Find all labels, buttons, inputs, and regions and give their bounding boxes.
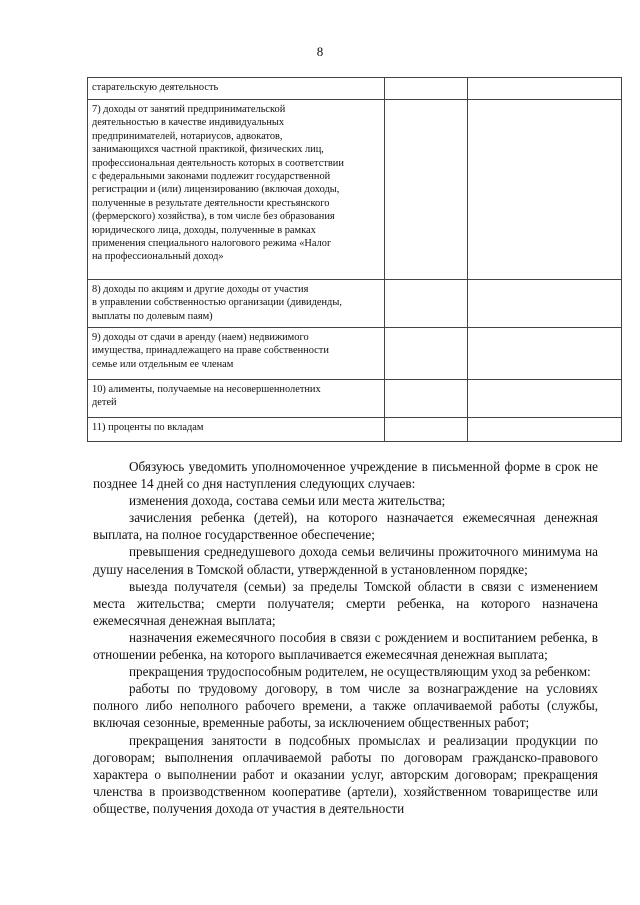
- income-type-cell: [88, 328, 385, 380]
- notes-cell[interactable]: [468, 380, 622, 418]
- table-row: [88, 78, 622, 100]
- amount-cell[interactable]: [385, 418, 468, 442]
- paragraph-item: прекращения трудоспособным родителем, не осуществляющим уход за ребенком:: [129, 664, 591, 680]
- notes-cell[interactable]: [468, 100, 622, 280]
- table-row: [88, 100, 622, 280]
- income-type-label: 7) доходы от занятий предпринимательской деятельностью в качестве индивидуальных предпринимателей, нотариусов, адвокатов, занимающихся частной практикой, физических лиц, профессиональная деятельность которых в соответствии с федеральными законами подлежит государственной регистрации и (или) лицензированию (включая доходы, полученные в результате деятельности крестьянского (фермерского) хозяйства), в том числе без образования юридического лица, доходы, полученные в рамках применения специального налогового режима «Налог на профессиональный доход»: [92, 104, 344, 263]
- income-type-cell: [88, 280, 385, 328]
- table-row: [88, 328, 622, 380]
- amount-cell[interactable]: [385, 100, 468, 280]
- income-type-label: 10) алименты, получаемые на несовершеннолетних детей: [92, 384, 321, 409]
- amount-cell[interactable]: [385, 380, 468, 418]
- income-type-cell: [88, 418, 385, 442]
- table-row: [88, 280, 622, 328]
- income-table: [87, 77, 622, 442]
- amount-cell[interactable]: [385, 328, 468, 380]
- paragraph-item: зачисления ребенка (детей), на которого назначается ежемесячная денежная выплата, на полное государственное обеспечение;: [93, 510, 598, 543]
- paragraph-intro: Обязуюсь уведомить уполномоченное учреждение в письменной форме в срок не позднее 14 дней со дня наступления следующих случаев:: [93, 459, 598, 492]
- income-type-label: 9) доходы от сдачи в аренду (наем) недвижимого имущества, принадлежащего на праве собственности семье или отдельным ее членам: [92, 332, 329, 370]
- notes-cell[interactable]: [468, 78, 622, 100]
- notes-cell[interactable]: [468, 418, 622, 442]
- income-type-cell: [88, 380, 385, 418]
- page-number: 8: [316, 44, 324, 59]
- obligations-text: [93, 458, 598, 817]
- paragraph-item: прекращения занятости в подсобных промыслах и реализации продукции по договорам; выполнения оплачиваемой работы по договорам гражданско-правового характера о выполнении работ и оказании услуг, авторским договорам; прекращения членства в производственном кооперативе (артели), хозяйственном товариществе или обществе, получения дохода от участия в деятельности: [93, 732, 598, 816]
- table-row: [88, 380, 622, 418]
- income-type-label: старательскую деятельность: [92, 82, 219, 93]
- paragraph-item: назначения ежемесячного пособия в связи с рождением и воспитанием ребенка, в отношении ребенка, на которого выплачивается ежемесячная денежная выплата;: [93, 629, 598, 663]
- paragraph-item: изменения дохода, состава семьи или места жительства;: [129, 493, 446, 509]
- notes-cell[interactable]: [468, 328, 622, 380]
- table-row: [88, 418, 622, 442]
- amount-cell[interactable]: [385, 280, 468, 328]
- income-type-cell: [88, 100, 385, 280]
- amount-cell[interactable]: [385, 78, 468, 100]
- paragraph-item: работы по трудовому договору, в том числе за вознаграждение на условиях полного либо неполного рабочего времени, а также оплачиваемой работы (службы, включая сезонные, временные работы, за исключением общественных работ;: [93, 681, 598, 731]
- notes-cell[interactable]: [468, 280, 622, 328]
- paragraph-item: выезда получателя (семьи) за пределы Томской области в связи с изменением места жительства; смерти получателя; смерти ребенка, на которого назначена ежемесячная денежная выплата;: [93, 578, 598, 628]
- income-type-cell: [88, 78, 385, 100]
- income-type-label: 11) проценты по вкладам: [92, 422, 204, 433]
- income-type-label: 8) доходы по акциям и другие доходы от участия в управлении собственностью организации (дивиденды, выплаты по долевым паям): [92, 284, 342, 322]
- paragraph-item: превышения среднедушевого дохода семьи величины прожиточного минимума на душу населения в Томской области, утвержденной в установленном порядке;: [93, 544, 598, 577]
